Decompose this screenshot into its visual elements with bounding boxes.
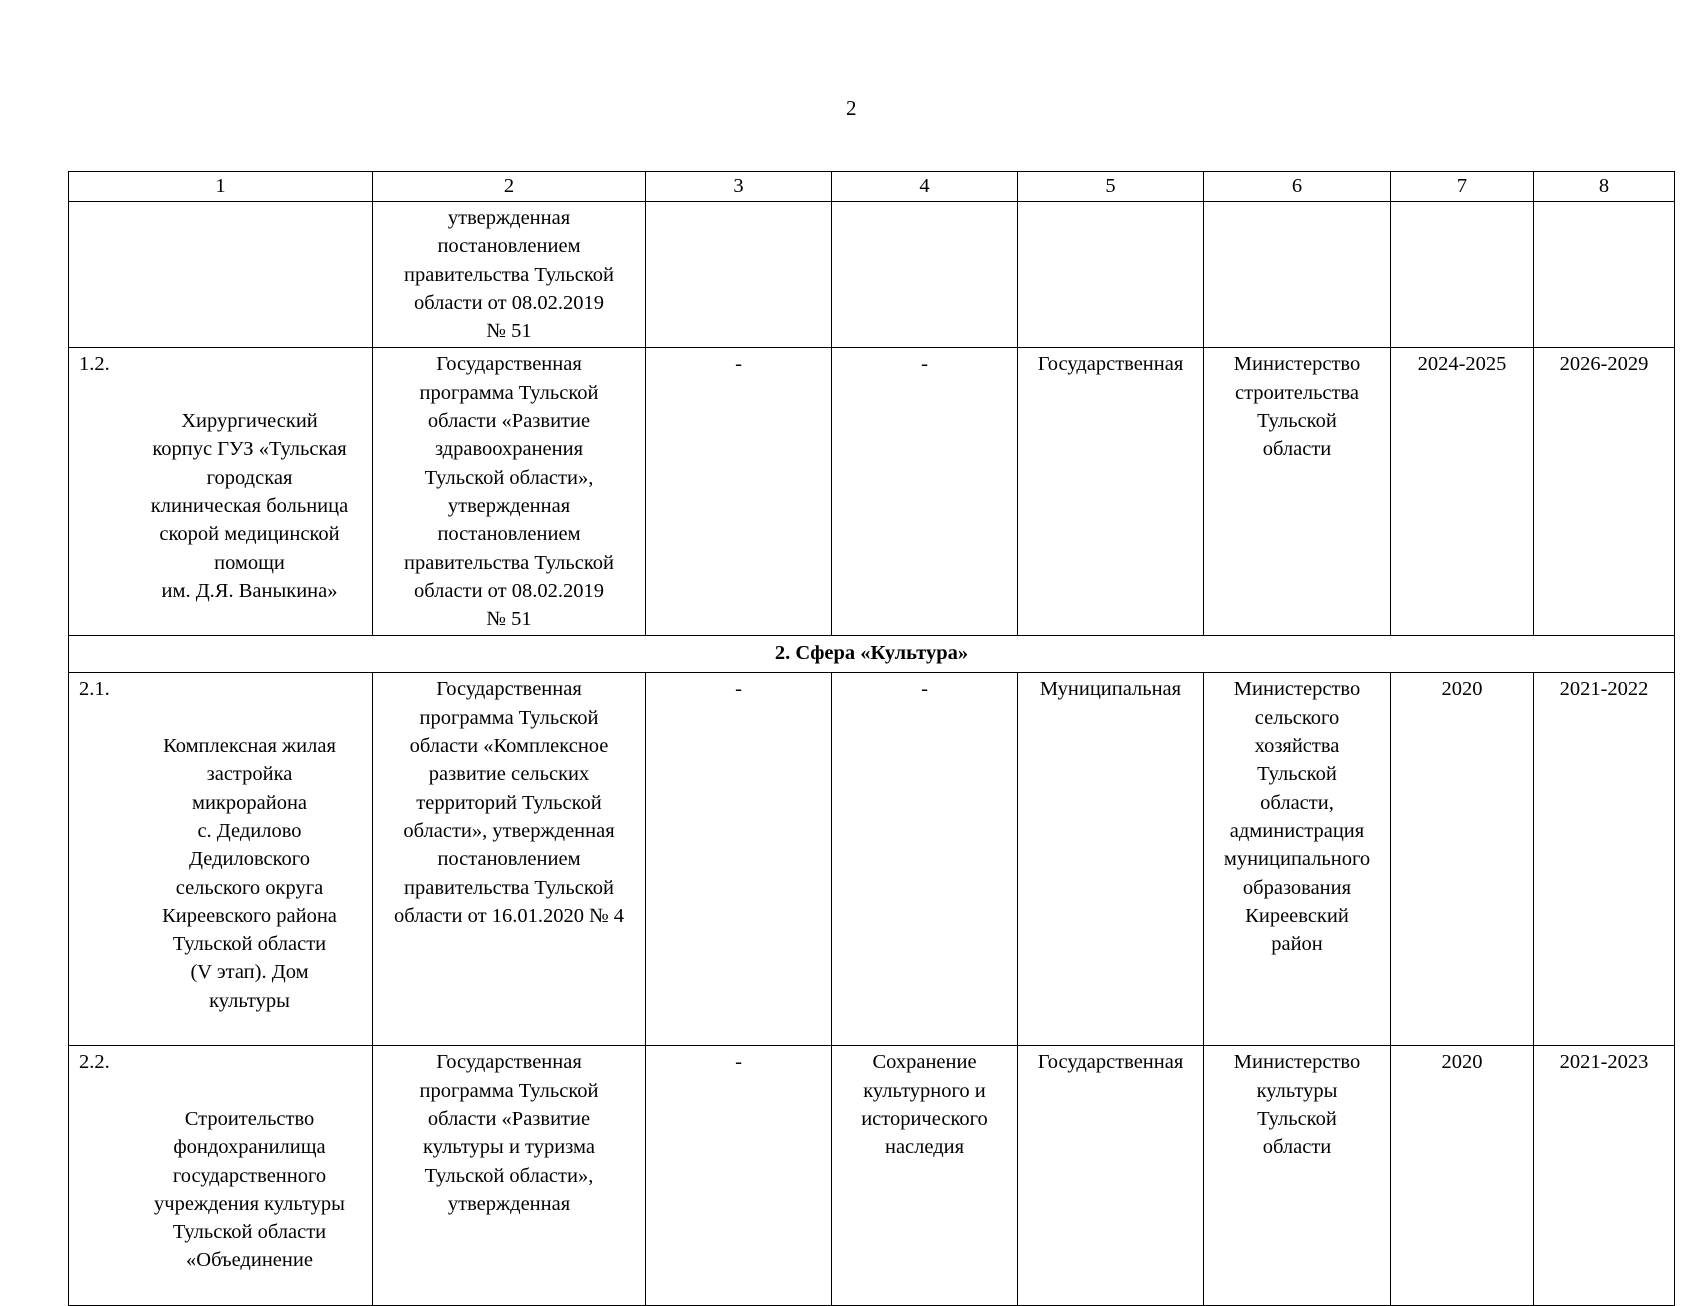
row-cell-3: -: [646, 348, 832, 636]
column-header-2: 2: [373, 172, 646, 202]
table-row: [69, 348, 1675, 636]
row-program-cell: утвержденная постановлением правительства Тульской области от 08.02.2019 № 51: [373, 202, 646, 348]
row-cell-6: [1204, 202, 1391, 348]
table-header-row: [69, 172, 1675, 202]
column-header-8: 8: [1534, 172, 1675, 202]
row-cell-4: [832, 202, 1018, 348]
row-number: 2.2.: [79, 1051, 110, 1074]
section-row: [69, 636, 1675, 673]
row-cell-5: Государственная: [1018, 348, 1204, 636]
row-cell-7: 2024-2025: [1391, 348, 1534, 636]
row-cell-4: -: [832, 673, 1018, 1046]
row-cell-8: 2021-2023: [1534, 1046, 1675, 1306]
row-cell-5: [1018, 202, 1204, 348]
column-header-3: 3: [646, 172, 832, 202]
row-name-cell: [69, 348, 373, 636]
row-cell-3: -: [646, 673, 832, 1046]
row-cell-3: -: [646, 1046, 832, 1306]
column-header-6: 6: [1204, 172, 1391, 202]
row-cell-4: Сохранение культурного и исторического наследия: [832, 1046, 1018, 1306]
row-cell-7: 2020: [1391, 1046, 1534, 1306]
row-cell-5: Государственная: [1018, 1046, 1204, 1306]
section-title: 2. Сфера «Культура»: [69, 636, 1675, 673]
objects-table: [68, 171, 1675, 1306]
row-cell-7: 2020: [1391, 673, 1534, 1046]
row-cell-3: [646, 202, 832, 348]
row-name-cell: [69, 202, 373, 348]
row-name-text: Комплексная жилая застройка микрорайона с. Дедилово Дедиловского сельского округа Киреевского района Тульской области (V этап). Дом культуры: [162, 735, 337, 1012]
row-cell-7: [1391, 202, 1534, 348]
row-cell-8: 2026-2029: [1534, 348, 1675, 636]
column-header-7: 7: [1391, 172, 1534, 202]
page-number-text: 2: [846, 96, 857, 120]
row-program-cell: Государственная программа Тульской области «Развитие здравоохранения Тульской области», утвержденная постановлением правительства Тульской области от 08.02.2019 № 51: [373, 348, 646, 636]
table-row: [69, 202, 1675, 348]
row-cell-6: Министерство сельского хозяйства Тульской области, администрация муниципального образования Киреевский район: [1204, 673, 1391, 1046]
row-number: 1.2.: [79, 353, 110, 376]
row-program-cell: Государственная программа Тульской области «Развитие культуры и туризма Тульской области», утвержденная: [373, 1046, 646, 1306]
row-cell-6: Министерство культуры Тульской области: [1204, 1046, 1391, 1306]
row-cell-4: -: [832, 348, 1018, 636]
row-name-text: Хирургический корпус ГУЗ «Тульская городская клиническая больница скорой медицинской помощи им. Д.Я. Ваныкина»: [150, 410, 349, 602]
row-cell-6: Министерство строительства Тульской области: [1204, 348, 1391, 636]
row-name-text: Строительство фондохранилища государственного учреждения культуры Тульской области «Объединение: [154, 1107, 345, 1272]
row-number: 2.1.: [79, 678, 110, 701]
row-name-cell: [69, 673, 373, 1046]
row-cell-8: [1534, 202, 1675, 348]
column-header-4: 4: [832, 172, 1018, 202]
column-header-1: 1: [69, 172, 373, 202]
column-header-5: 5: [1018, 172, 1204, 202]
row-program-cell: Государственная программа Тульской области «Комплексное развитие сельских территорий Тульской области», утвержденная постановлением правительства Тульской области от 16.01.2020 № 4: [373, 673, 646, 1046]
row-cell-8: 2021-2022: [1534, 673, 1675, 1046]
row-name-cell: [69, 1046, 373, 1306]
table-row: [69, 673, 1675, 1046]
table-row: [69, 1046, 1675, 1306]
row-cell-5: Муниципальная: [1018, 673, 1204, 1046]
